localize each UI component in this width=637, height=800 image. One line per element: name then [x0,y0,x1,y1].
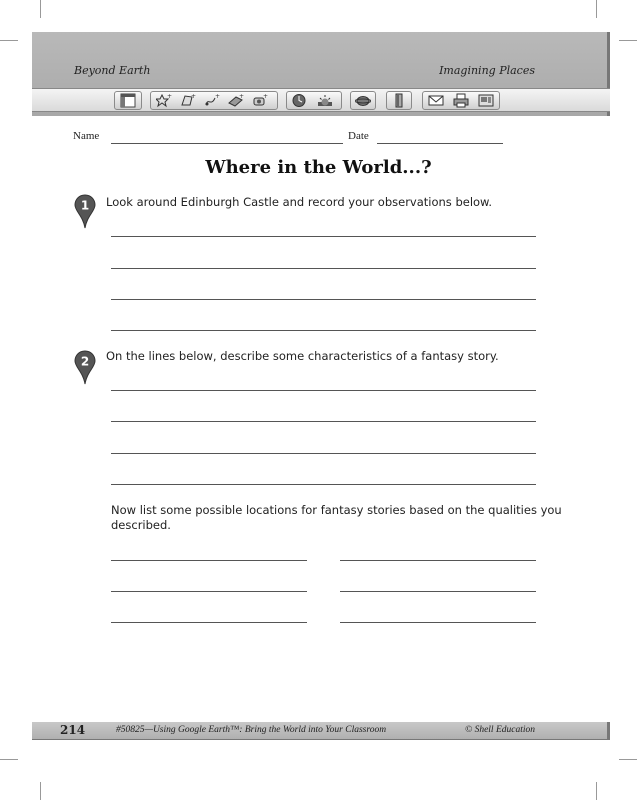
map-pin-icon [74,194,96,230]
record-tour-icon[interactable] [252,93,268,108]
answer-line[interactable] [111,299,536,300]
crop-mark [0,40,18,41]
crop-mark [40,0,41,18]
publication-info: #50825—Using Google Earth™: Bring the World into Your Classroom [116,725,387,735]
chapter-title: Imagining Places [439,64,535,77]
date-label: Date [348,130,369,142]
name-field[interactable] [111,143,343,144]
svg-text:+: + [191,93,196,100]
answer-line[interactable] [111,268,536,269]
page-number: 214 [60,723,86,737]
email-icon[interactable] [428,93,444,108]
historical-imagery-icon[interactable] [291,93,307,108]
sidebar-icon[interactable] [120,93,136,108]
location-line[interactable] [340,560,536,561]
map-pin-icon [74,350,96,386]
crop-mark [596,782,597,800]
location-line[interactable] [340,591,536,592]
page-footer [32,722,610,740]
name-label: Name [73,130,100,142]
google-earth-toolbar [32,88,610,112]
section-title: Beyond Earth [74,64,151,77]
svg-text:+: + [263,93,268,100]
add-placemark-icon[interactable] [156,93,172,108]
crop-mark [40,782,41,800]
answer-line[interactable] [111,390,536,391]
sunlight-icon[interactable] [317,93,333,108]
add-polygon-icon[interactable] [180,93,196,108]
followup-text-line1: Now list some possible locations for fantasy stories based on the qualities you [111,503,562,517]
question-2-text: On the lines below, describe some characteristics of a fantasy story. [106,349,499,363]
answer-line[interactable] [111,421,536,422]
page-header [32,32,610,116]
svg-text:+: + [215,93,220,100]
copyright: © Shell Education [464,725,535,735]
svg-text:+: + [239,93,244,100]
crop-mark [0,759,18,760]
crop-mark [619,759,637,760]
crop-mark [619,40,637,41]
date-field[interactable] [377,143,503,144]
question-1-text: Look around Edinburgh Castle and record your observations below. [106,195,493,209]
add-path-icon[interactable] [204,93,220,108]
location-line[interactable] [111,560,307,561]
view-in-maps-icon[interactable] [478,93,494,108]
answer-line[interactable] [111,330,536,331]
question-number: 1 [80,198,90,213]
page-title: Where in the World...? [205,157,432,178]
add-image-overlay-icon[interactable] [228,93,244,108]
ruler-icon[interactable] [391,93,407,108]
answer-line[interactable] [111,236,536,237]
switch-to-sky-icon[interactable] [355,93,371,108]
location-line[interactable] [111,622,307,623]
answer-line[interactable] [111,453,536,454]
print-icon[interactable] [453,93,469,108]
followup-text-line2: described. [111,518,171,532]
location-line[interactable] [111,591,307,592]
svg-text:+: + [167,93,172,100]
answer-line[interactable] [111,484,536,485]
location-line[interactable] [340,622,536,623]
question-number: 2 [80,354,90,369]
crop-mark [596,0,597,18]
